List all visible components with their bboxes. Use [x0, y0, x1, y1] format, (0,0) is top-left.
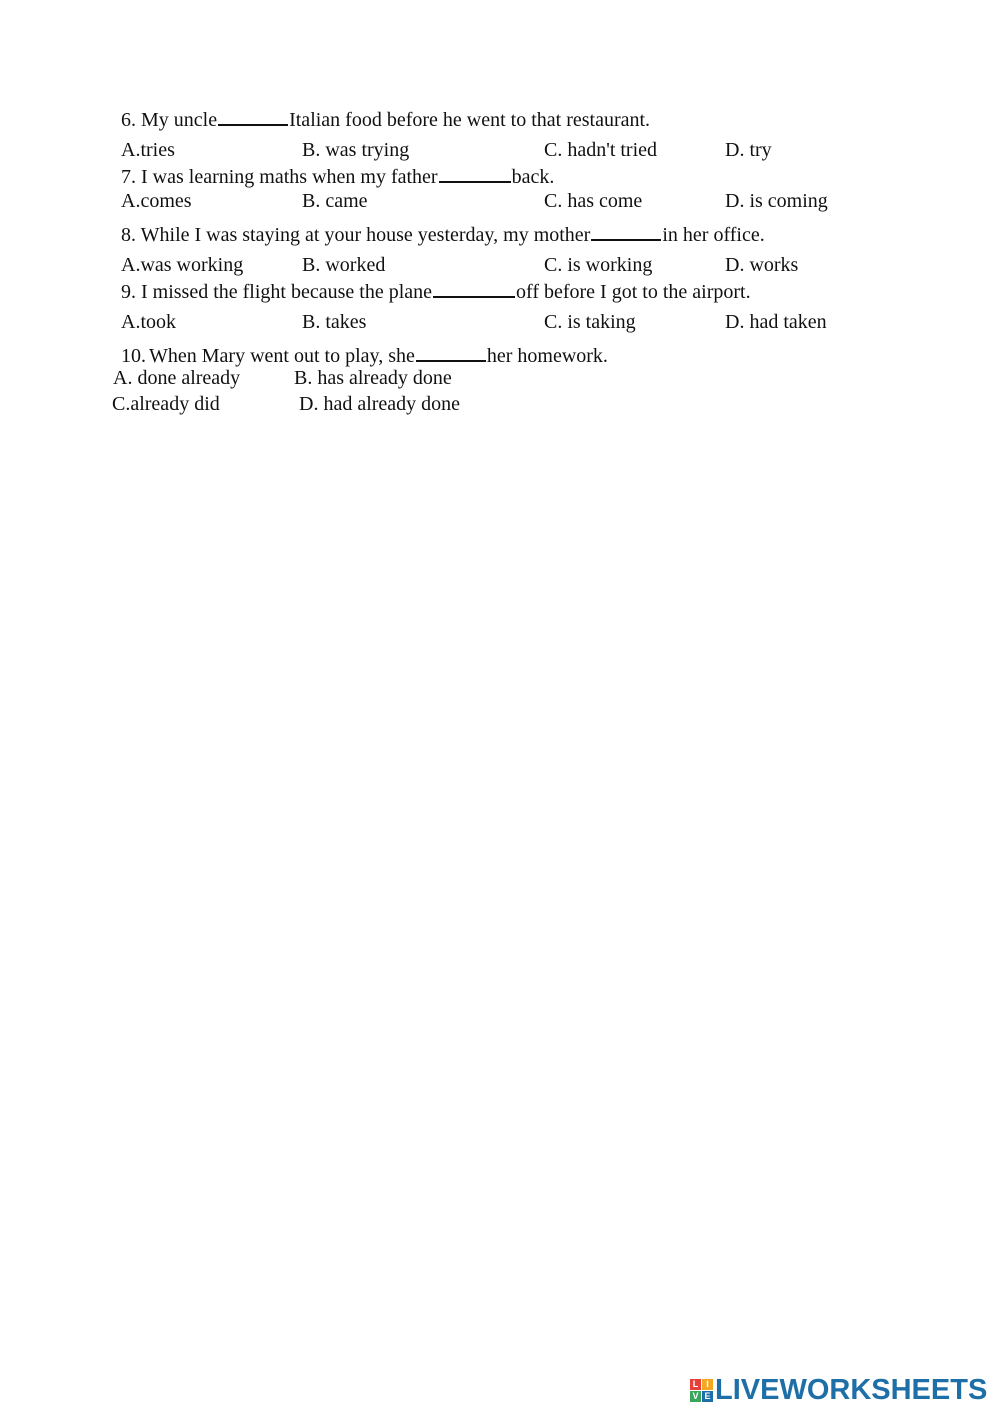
question-text-after: Italian food before he went to that restaurant. — [289, 109, 651, 131]
option-a[interactable]: A.took — [121, 311, 177, 333]
liveworksheets-mark-icon — [690, 1379, 713, 1402]
question-number: 10. — [121, 345, 146, 367]
option-d[interactable]: D. works — [725, 254, 799, 276]
option-b[interactable]: B. takes — [302, 311, 367, 333]
option-c[interactable]: C. is working — [544, 254, 653, 276]
option-c[interactable]: C. has come — [544, 190, 643, 212]
question-6 — [121, 106, 650, 132]
question-8 — [121, 221, 765, 247]
mark-letter-i: I — [702, 1379, 713, 1390]
option-b[interactable]: B. was trying — [302, 139, 410, 161]
option-d[interactable]: D. try — [725, 139, 772, 161]
option-d[interactable]: D. is coming — [725, 190, 828, 212]
answer-blank[interactable] — [218, 106, 288, 126]
question-number: 9. — [121, 281, 136, 303]
question-9 — [121, 278, 751, 304]
question-text-before: I was learning maths when my father — [141, 166, 438, 188]
question-7 — [121, 163, 554, 189]
liveworksheets-logo — [690, 1374, 987, 1407]
question-text-after: her homework. — [486, 345, 608, 367]
question-10 — [121, 342, 608, 368]
question-text-after: in her office. — [662, 224, 765, 246]
logo-text: LIVEWORKSHEETS — [715, 1374, 988, 1406]
question-text-before: While I was staying at your house yesterday, my mother — [140, 224, 591, 246]
option-a[interactable]: A.was working — [121, 254, 244, 276]
option-b[interactable]: B. has already done — [294, 367, 452, 389]
option-a[interactable]: A.comes — [121, 190, 192, 212]
option-d[interactable]: D. had already done — [299, 393, 461, 415]
question-text-before: My uncle — [141, 109, 218, 131]
option-c[interactable]: C. is taking — [544, 311, 636, 333]
option-a[interactable]: A.tries — [121, 139, 175, 161]
answer-blank[interactable] — [439, 163, 511, 183]
question-text-before: I missed the flight because the plane — [141, 281, 433, 303]
question-number: 6. — [121, 109, 136, 131]
answer-blank[interactable] — [416, 342, 486, 362]
option-d[interactable]: D. had taken — [725, 311, 827, 333]
option-b[interactable]: B. came — [302, 190, 368, 212]
mark-letter-v: V — [690, 1391, 701, 1402]
mark-letter-e: E — [702, 1391, 713, 1402]
option-c[interactable]: C. hadn't tried — [544, 139, 658, 161]
question-text-after: off before I got to the airport. — [516, 281, 751, 303]
question-number: 7. — [121, 166, 136, 188]
answer-blank[interactable] — [433, 278, 515, 298]
option-c[interactable]: C.already did — [112, 393, 220, 415]
option-a[interactable]: A. done already — [113, 367, 241, 389]
mark-letter-l: L — [690, 1379, 701, 1390]
question-text-after: back. — [511, 166, 555, 188]
question-number: 8. — [121, 224, 136, 246]
option-b[interactable]: B. worked — [302, 254, 386, 276]
answer-blank[interactable] — [591, 221, 661, 241]
question-text-before: When Mary went out to play, she — [149, 345, 415, 367]
